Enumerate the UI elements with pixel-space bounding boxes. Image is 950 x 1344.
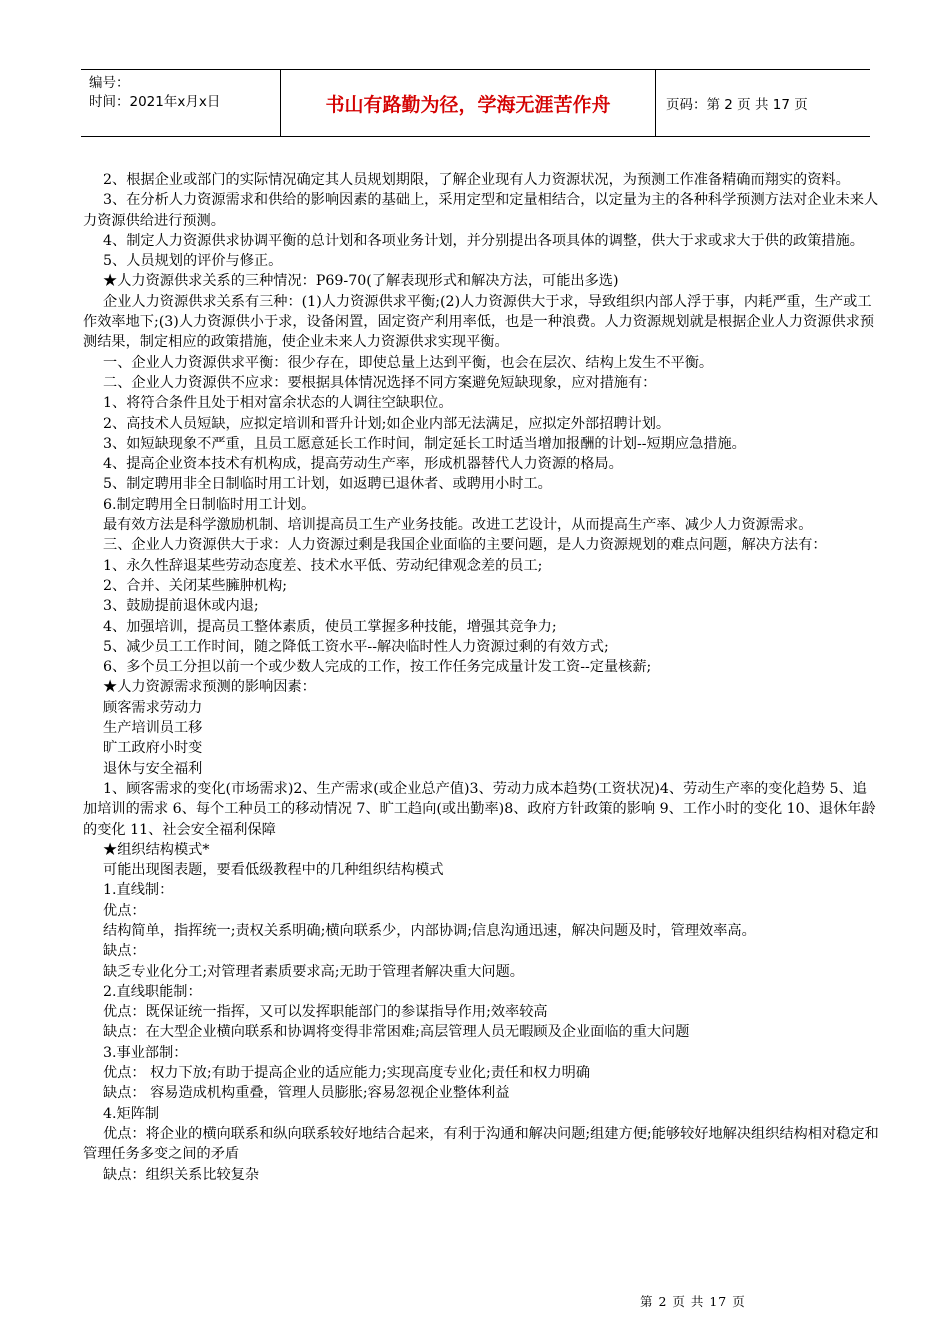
header-page-info: 页码：第 2 页 共 17 页: [666, 97, 808, 113]
paragraph: 缺点：在大型企业横向联系和协调将变得非常困难;高层管理人员无暇顾及企业面临的重大问题: [103, 1024, 690, 1041]
paragraph: 5、人员规划的评价与修正。: [103, 253, 283, 270]
paragraph: 1、永久性辞退某些劳动态度差、技术水平低、劳动纪律观念差的员工;: [103, 557, 543, 574]
paragraph: 2、根据企业或部门的实际情况确定其人员规划期限，了解企业现有人力资源状况，为预测工作准备精确而翔实的资料。: [103, 172, 850, 188]
paragraph: 2.直线职能制：: [103, 983, 202, 1000]
header-meta: [81, 70, 281, 136]
paragraph: 5、减少员工工作时间，随之降低工资水平--解决临时性人力资源过剩的有效方式;: [103, 638, 609, 655]
page-footer: 第 2 页 共 17 页: [640, 1294, 746, 1309]
paragraph: 缺乏专业化分工;对管理者素质要求高;无助于管理者解决重大问题。: [103, 963, 524, 980]
paragraph: 企业人力资源供求关系有三种：(1)人力资源供求平衡;(2)人力资源供大于求，导致组织内部人浮于事，内耗严重，生产或工作效率地下;(3)人力资源供小于求，设备闲置，固定资产利用率低，也是一种浪费。人力资源规划就是根据企业人力资源供求预测结果，制定相应的政策措施，使企业未来人力资源供求实现平衡。: [83, 293, 875, 351]
paragraph: 2、合并、关闭某些臃肿机构;: [103, 577, 288, 594]
paragraph: 退休与安全福利: [103, 760, 203, 777]
paragraph: 1、将符合条件且处于相对富余状态的人调往空缺职位。: [103, 395, 453, 412]
document-number-label: 编号：: [89, 75, 130, 91]
paragraph: 优点：将企业的横向联系和纵向联系较好地结合起来，有利于沟通和解决问题;组建方便;能够较好地解决组织结构相对稳定和管理任务多变之间的矛盾: [83, 1125, 879, 1163]
paragraph: 缺点： 容易造成机构重叠，管理人员膨胀;容易忽视企业整体利益: [103, 1085, 510, 1102]
paragraph: 3.事业部制：: [103, 1044, 188, 1061]
paragraph: 最有效方法是科学激励机制、培训提高员工生产业务技能。改进工艺设计，从而提高生产率、减少人力资源需求。: [103, 517, 813, 534]
paragraph: 优点： 权力下放;有助于提高企业的适应能力;实现高度专业化;责任和权力明确: [103, 1065, 591, 1082]
paragraph: 3、如短缺现象不严重，且员工愿意延长工作时间，制定延长工时适当增加报酬的计划--短期应急措施。: [103, 435, 746, 452]
paragraph: 1、顾客需求的变化(市场需求)2、生产需求(或企业总产值)3、劳动力成本趋势(工资状况)4、劳动生产率的变化趋势 5、追加培训的需求 6、每个工种员工的移动情况 7、旷工趋向(或出勤率)8、政府方针政策的影响 9、工作小时的变化 10、退休年龄的变化 11、社会安全福利保障: [83, 780, 876, 838]
paragraph: 3、鼓励提前退休或内退;: [103, 598, 259, 615]
paragraph: 旷工政府小时变: [103, 740, 203, 757]
document-body: [83, 170, 881, 1185]
paragraph: 生产培训员工移: [103, 720, 203, 737]
paragraph: 一、企业人力资源供求平衡：很少存在，即使总量上达到平衡，也会在层次、结构上发生不平衡。: [103, 354, 714, 371]
paragraph: 4、制定人力资源供求协调平衡的总计划和各项业务计划，并分别提出各项具体的调整，供大于求或求大于供的政策措施。: [103, 232, 864, 249]
paragraph: 缺点：: [103, 943, 146, 960]
header-motto: 书山有路勤为径，学海无涯苦作舟: [281, 70, 656, 136]
paragraph: 6.制定聘用全日制临时用工计划。: [103, 496, 316, 513]
paragraph: 顾客需求劳动力: [103, 699, 203, 716]
paragraph: ★人力资源需求预测的影响因素：: [103, 679, 316, 696]
paragraph: 结构简单，指挥统一;责权关系明确;横向联系少，内部协调;信息沟通迅速，解决问题及时，管理效率高。: [103, 922, 756, 939]
paragraph: 3、在分析人力资源需求和供给的影响因素的基础上，采用定型和定量相结合，以定量为主的各种科学预测方法对企业未来人力资源供给进行预测。: [83, 192, 879, 229]
document-time-label: 时间：2021年x月x日: [89, 94, 221, 110]
paragraph: 缺点：组织关系比较复杂: [103, 1166, 260, 1183]
paragraph: 4、加强培训，提高员工整体素质，使员工掌握多种技能，增强其竞争力;: [103, 618, 557, 635]
paragraph: 6、多个员工分担以前一个或少数人完成的工作，按工作任务完成量计发工资--定量核薪;: [103, 659, 652, 676]
paragraph: 优点：: [103, 902, 146, 919]
paragraph: 1.直线制：: [103, 882, 174, 899]
paragraph: 优点：既保证统一指挥，又可以发挥职能部门的参谋指导作用;效率较高: [103, 1004, 548, 1021]
paragraph: 5、制定聘用非全日制临时用工计划，如返聘已退休者、或聘用小时工。: [103, 476, 552, 493]
paragraph: ★人力资源供求关系的三种情况：P69-70(了解表现形式和解决方法，可能出多选): [103, 273, 619, 290]
paragraph: 可能出现图表题，要看低级教程中的几种组织结构模式: [103, 862, 444, 879]
paragraph: 4、提高企业资本技术有机构成，提高劳动生产率，形成机器替代人力资源的格局。: [103, 456, 623, 473]
header-table: [81, 69, 870, 137]
paragraph: 二、企业人力资源供不应求：要根据具体情况选择不同方案避免短缺现象，应对措施有：: [103, 374, 657, 391]
paragraph: ★组织结构模式*: [103, 841, 210, 858]
paragraph: 2、高技术人员短缺，应拟定培训和晋升计划;如企业内部无法满足，应拟定外部招聘计划。: [103, 415, 671, 432]
paragraph: 4.矩阵制: [103, 1105, 160, 1122]
paragraph: 三、企业人力资源供大于求：人力资源过剩是我国企业面临的主要问题，是人力资源规划的难点问题，解决方法有：: [103, 537, 827, 554]
